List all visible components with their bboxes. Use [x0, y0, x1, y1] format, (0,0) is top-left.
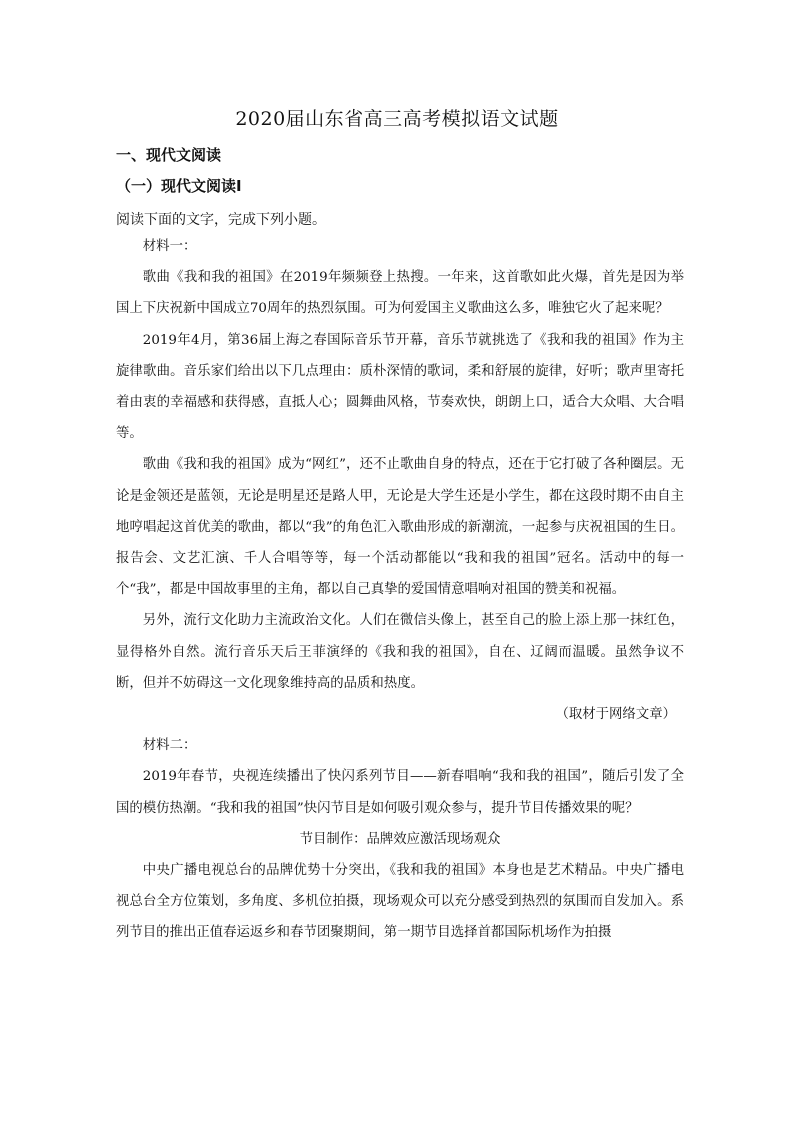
source-note: （取材于网络文章） [555, 707, 676, 723]
paragraph: 中央广播电视总台的品牌优势十分突出，《我和我的祖国》本身也是艺术精品。中央广播电视总台全方位策划，多角度、多机位拍摄，现场观众可以充分感受到热烈的氛围而自发加入。系列节目的推出正值春运返乡和春节团聚期间，第一期节目选择首都国际机场作为拍摄 [116, 863, 684, 941]
subheading: 节目制作：品牌效应激活现场观众 [299, 831, 501, 847]
paragraph: 2019年春节，央视连续播出了快闪系列节目——新春唱响“我和我的祖国”，随后引发了全国的模仿热潮。“我和我的祖国”快闪节目是如何吸引观众参与，提升节目传播效果的呢？ [116, 769, 684, 816]
instruction-text: 阅读下面的文字，完成下列小题。 [116, 212, 326, 228]
paragraph: 歌曲《我和我的祖国》在2019年频频登上热搜。一年来，这首歌如此火爆，首先是因为举国上下庆祝新中国成立70周年的热烈氛围。可为何爱国主义歌曲这么多，唯独它火了起来呢？ [116, 270, 684, 317]
paragraph: 歌曲《我和我的祖国》成为“网红”，还不止歌曲自身的特点，还在于它打破了各种圈层。无论是金领还是蓝领，无论是明星还是路人甲，无论是大学生还是小学生，都在这段时期不由自主地哼唱起这首优美的歌曲，都以“我”的角色汇入歌曲形成的新潮流，一起参与庆祝祖国的生日。报告会、文艺汇演、千人合唱等等，每一个活动都能以“我和我的祖国”冠名。活动中的每一个“我”，都是中国故事里的主角，都以自己真挚的爱国情意唱响对祖国的赞美和祝福。 [116, 457, 684, 598]
passage-body [116, 231, 684, 949]
paragraph: 2019年4月，第36届上海之春国际音乐节开幕，音乐节就挑选了《我和我的祖国》作为主旋律歌曲。音乐家们给出以下几点理由：质朴深情的歌词，柔和舒展的旋律，好听；歌声里寄托着由衷的幸福感和获得感，直抵人心；圆舞曲风格，节奏欢快，朗朗上口，适合大众唱、大合唱等。 [116, 332, 684, 442]
material-one-label: 材料一： [142, 239, 197, 254]
paragraph: 另外，流行文化助力主流政治文化。人们在微信头像上，甚至自己的脸上添上那一抹红色，显得格外自然。流行音乐天后王菲演绎的《我和我的祖国》，自在、辽阔而温暖。虽然争议不断，但并不妨碍这一文化现象维持高的品质和热度。 [116, 613, 684, 691]
material-two-label: 材料二： [142, 738, 197, 754]
section-heading-modern-reading: 一、现代文阅读 [116, 146, 222, 164]
subsection-heading-reading-one: （一）现代文阅读Ⅰ [116, 177, 242, 195]
document-title: 2020届山东省高三高考模拟语文试题 [235, 108, 559, 130]
